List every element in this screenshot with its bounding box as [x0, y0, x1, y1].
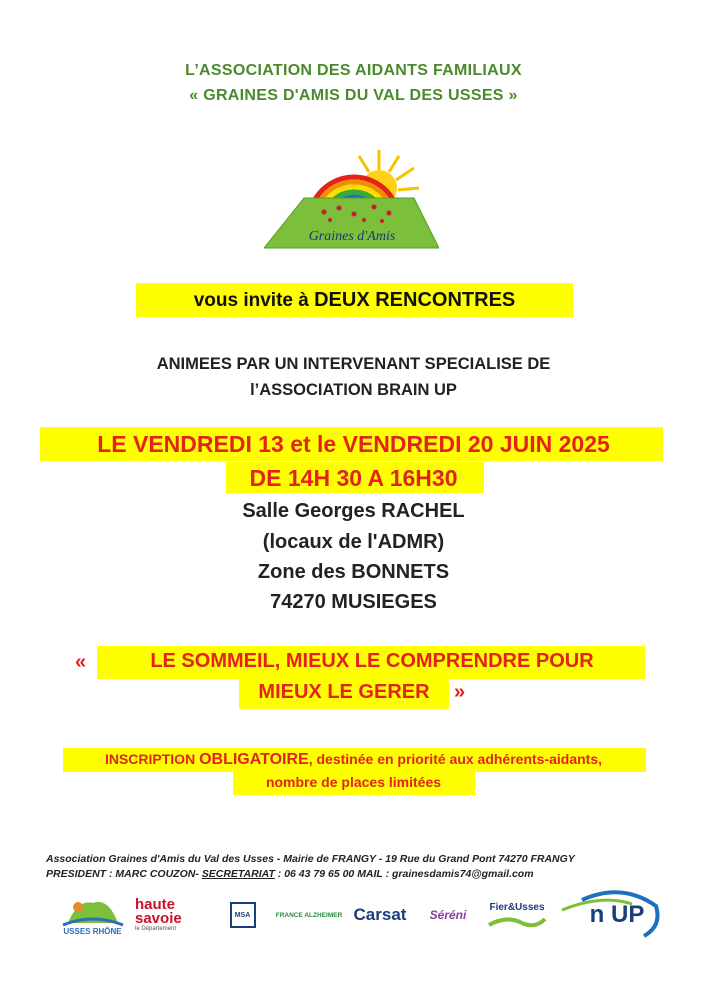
inscription-line2: nombre de places limitées	[265, 774, 442, 790]
venue-room: Salle Georges RACHEL	[242, 500, 465, 522]
inscription-word1: INSCRIPTION	[104, 751, 200, 767]
association-subtitle: « GRAINES D'AMIS DU VAL DES USSES »	[189, 87, 518, 104]
topic-open-quote: «	[75, 651, 87, 673]
invite-banner	[136, 283, 573, 317]
venue-city: 74270 MUSIEGES	[270, 591, 437, 613]
topic-line1: LE SOMMEIL, MIEUX LE COMPRENDRE POUR	[150, 650, 594, 672]
inscription-rest: , destinée en priorité aux adhérents-aidants,	[308, 751, 603, 767]
brain-up-logo: n UP	[552, 890, 662, 940]
carsat-logo: Carsat	[353, 905, 407, 924]
france-alzheimer-logo: FRANCE ALZHEIMER	[275, 911, 343, 919]
haute-savoie-logo: haute savoie le Département	[135, 896, 182, 932]
inscription-line1	[0, 751, 707, 769]
footer-secretariat-rest: : 06 43 79 65 00 MAIL : grainesdamis74@gmail.com	[274, 868, 534, 880]
animees-line1: ANIMEES PAR UN INTERVENANT SPECIALISE DE	[156, 355, 551, 373]
dates-line1: LE VENDREDI 13 et le VENDREDI 20 JUIN 2025	[97, 431, 610, 457]
topic-line2: MIEUX LE GERER	[258, 681, 430, 703]
usses-rhone-logo: USSES RHÔNE	[55, 890, 130, 940]
invite-emphasis: DEUX RENCONTRES	[314, 289, 516, 311]
venue-premises: (locaux de l'ADMR)	[262, 531, 445, 553]
fier-usses-logo: Fier&Usses	[482, 890, 552, 940]
sereni-logo: Séréni	[429, 908, 467, 922]
inscription-word2: OBLIGATOIRE	[199, 751, 309, 768]
animees-line2: l’ASSOCIATION BRAIN UP	[250, 381, 457, 399]
footer-secretariat-label: SECRETARIAT	[201, 868, 275, 880]
invite-prefix: vous invite à	[193, 290, 315, 311]
rainbow-sun-logo	[264, 150, 439, 250]
svg-text:Graines d'Amis: Graines d'Amis	[308, 229, 396, 244]
footer-president: PRESIDENT : MARC COUZON-	[46, 868, 202, 880]
association-title: L’ASSOCIATION DES AIDANTS FAMILIAUX	[185, 62, 522, 79]
footer-contacts	[46, 868, 534, 880]
msa-logo: MSA	[215, 890, 270, 940]
venue-zone: Zone des BONNETS	[257, 561, 450, 583]
topic-close-quote: »	[454, 681, 466, 703]
footer-address: Association Graines d'Amis du Val des Usses - Mairie de FRANGY - 19 Rue du Grand Pont 74270 FRANGY	[46, 853, 575, 865]
dates-line2: DE 14H 30 A 16H30	[249, 465, 458, 491]
